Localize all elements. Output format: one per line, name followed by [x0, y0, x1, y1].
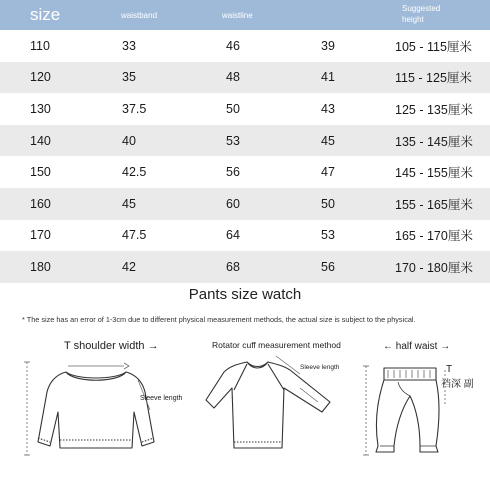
cell-waistband: 35	[122, 70, 136, 85]
cell-waistline: 53	[226, 133, 240, 148]
cell-extra: 45	[321, 133, 335, 148]
half-waist-label: ← half waist →	[383, 341, 451, 352]
header-waistline: waistline	[222, 11, 253, 20]
cell-height: 155 - 165厘米	[395, 197, 473, 212]
cell-extra: 56	[321, 259, 335, 274]
cell-extra: 53	[321, 228, 335, 243]
cell-size: 160	[30, 196, 51, 211]
cell-waistband: 37.5	[122, 101, 147, 116]
header-height: Suggested height	[402, 4, 441, 24]
header-waistband: waistband	[121, 11, 158, 20]
cell-height: 115 - 125厘米	[395, 71, 472, 86]
cell-extra: 41	[321, 70, 335, 85]
page-title: Pants size watch	[188, 286, 302, 303]
cell-size: 110	[30, 38, 50, 53]
cell-size: 130	[30, 101, 51, 116]
cell-size: 140	[30, 133, 51, 148]
size-note: * The size has an error of 1-3cm due to different physical measurement methods, the actual size is subject to the physical.	[22, 315, 416, 324]
cell-waistline: 64	[226, 228, 240, 243]
cuff-method-label: Rotator cuff measurement method	[212, 340, 341, 350]
sweater-icon	[38, 363, 154, 448]
cell-height: 105 - 115厘米	[395, 39, 472, 54]
sleeve-length-label: Sleeve length	[300, 364, 340, 371]
cell-size: 150	[30, 165, 51, 180]
cell-waistline: 68	[226, 259, 240, 274]
sleeve-length-label: Sleeve length	[140, 395, 183, 402]
length-guide-right	[363, 366, 445, 455]
cell-waistline: 56	[226, 165, 240, 180]
cell-extra: 50	[321, 196, 335, 211]
cell-waistband: 33	[122, 38, 136, 53]
cell-waistband: 42	[122, 259, 136, 274]
cell-height: 125 - 135厘米	[395, 102, 473, 117]
cell-waistband: 45	[122, 196, 136, 211]
cell-waistband: 42.5	[122, 165, 147, 180]
cell-waistline: 50	[226, 101, 240, 116]
header-size: size	[30, 5, 61, 24]
pants-icon	[376, 368, 439, 452]
shoulder-width-label: T shoulder width →	[64, 340, 159, 352]
cell-waistline: 46	[226, 38, 240, 53]
cell-waistband: 47.5	[122, 228, 147, 243]
cell-height: 145 - 155厘米	[395, 166, 473, 181]
cell-waistline: 60	[226, 196, 240, 211]
cell-height: 135 - 145厘米	[395, 134, 473, 149]
cell-extra: 47	[321, 165, 335, 180]
cell-height: 170 - 180厘米	[395, 260, 473, 275]
cell-extra: 43	[321, 101, 335, 116]
cell-size: 170	[30, 228, 51, 243]
cell-height: 165 - 170厘米	[395, 229, 473, 244]
t-label: T	[446, 364, 453, 375]
length-guide-left	[24, 362, 30, 455]
cell-size: 180	[30, 259, 51, 274]
cell-extra: 39	[321, 38, 335, 53]
cell-waistline: 48	[226, 70, 240, 85]
cell-size: 120	[30, 70, 51, 85]
cell-waistband: 40	[122, 133, 136, 148]
crotch-depth-label: 裆深 副	[441, 379, 474, 390]
